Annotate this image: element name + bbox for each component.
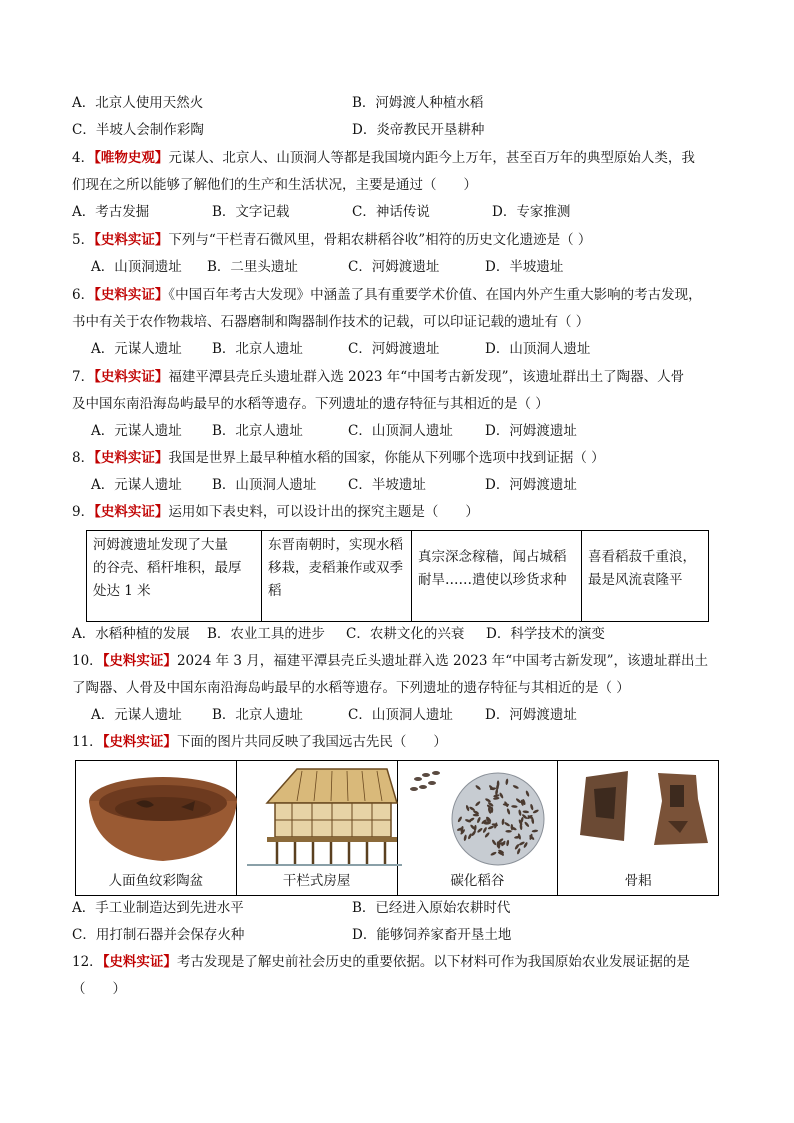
q11-tag: 【史料实证】 — [102, 734, 177, 750]
q11-image-pottery-basin — [76, 761, 237, 895]
q6-option-c: C．河姆渡遗址 — [348, 341, 440, 357]
q11-image-bone-spade — [558, 761, 718, 895]
q9-number: 9． — [72, 504, 95, 520]
q7-option-d: D．河姆渡遗址 — [485, 423, 577, 439]
q9-stem — [72, 501, 479, 523]
q9-cell-1-line1: 河姆渡遗址发现了大量 — [93, 537, 228, 553]
q6-stem-line1 — [72, 284, 702, 306]
q11-option-c: C．用打制石器并会保存火种 — [72, 927, 245, 943]
q9-cell-2-line3: 稻 — [268, 583, 282, 599]
q9-material-table — [86, 530, 709, 622]
q8-stem — [72, 447, 605, 469]
q11-image-row — [75, 760, 719, 896]
q6-option-a: A．元谋人遗址 — [91, 341, 182, 357]
q10-number: 10． — [72, 653, 103, 669]
q9-cell-3 — [412, 531, 582, 622]
q9-option-d: D．科学技术的演变 — [486, 626, 605, 642]
q11-text: 下面的图片共同反映了我国远古先民（ ） — [176, 734, 447, 750]
q10-option-c: C．山顶洞人遗址 — [348, 707, 453, 723]
q6-tag: 【史料实证】 — [94, 287, 169, 303]
q10-option-a: A．元谋人遗址 — [91, 707, 182, 723]
q9-cell-3-line1: 真宗深念稼穑，闻占城稻 — [418, 549, 567, 565]
q11-number: 11． — [72, 734, 103, 750]
q10-text: 2024 年 3 月，福建平潭县壳丘头遗址群入选 2023 年“中国考古新发现”，该遗址群出土 — [176, 653, 708, 669]
q7-tag: 【史料实证】 — [94, 369, 169, 385]
q12-tag: 【史料实证】 — [102, 954, 177, 970]
q12-stem-line2: （ ） — [72, 981, 126, 997]
q4-stem-line1 — [72, 147, 695, 169]
q5-option-c: C．河姆渡遗址 — [348, 259, 440, 275]
q12-stem-line1 — [72, 951, 690, 973]
q11-stem — [72, 731, 447, 753]
q7-option-b: B．北京人遗址 — [212, 423, 303, 439]
q9-cell-4-line1: 喜看稻菽千重浪， — [588, 549, 696, 565]
q9-option-c: C．农耕文化的兴衰 — [346, 626, 465, 642]
rice-grain-icon — [496, 780, 499, 786]
q7-stem-line1 — [72, 366, 684, 388]
q5-number: 5． — [72, 232, 95, 248]
q7-text: 福建平潭县壳丘头遗址群入选 2023 年“中国考古新发现”，该遗址群出土了陶器、人骨 — [168, 369, 685, 385]
q7-option-c: C．山顶洞人遗址 — [348, 423, 453, 439]
q4-number: 4． — [72, 150, 95, 166]
q5-option-d: D．半坡遗址 — [485, 259, 564, 275]
q4-option-a: A．考古发掘 — [72, 204, 150, 220]
q9-cell-2-line2: 移栽，麦稻兼作或双季 — [268, 560, 403, 576]
q9-text: 运用如下表史料，可以设计出的探究主题是（ ） — [168, 504, 479, 520]
q8-tag: 【史料实证】 — [94, 450, 169, 466]
q12-text: 考古发现是了解史前社会历史的重要依据。以下材料可作为我国原始农业发展证据的是 — [176, 954, 690, 970]
q4-text: 元谋人、北京人、山顶洞人等都是我国境内距今上万年，甚至百万年的典型原始人类，我 — [168, 150, 695, 166]
q10-tag: 【史料实证】 — [102, 653, 177, 669]
q4-stem-line2: 们现在之所以能够了解他们的生产和生活状况，主要是通过（ ） — [72, 177, 477, 193]
q9-cell-2 — [262, 531, 412, 622]
q8-option-a: A．元谋人遗址 — [91, 477, 182, 493]
q3-option-d: D．炎帝教民开垦耕种 — [352, 122, 485, 138]
q5-option-a: A．山顶洞遗址 — [91, 259, 182, 275]
q9-cell-4 — [582, 531, 709, 622]
q3-option-a: A．北京人使用天然火 — [72, 95, 204, 111]
q4-option-b: B．文字记载 — [212, 204, 290, 220]
q5-option-b: B．二里头遗址 — [207, 259, 298, 275]
q9-tag: 【史料实证】 — [94, 504, 169, 520]
q5-stem — [72, 229, 591, 251]
q11-image-stilt-house — [237, 761, 398, 895]
q8-option-b: B．山顶洞人遗址 — [212, 477, 317, 493]
q8-option-c: C．半坡遗址 — [348, 477, 426, 493]
q8-number: 8． — [72, 450, 95, 466]
q11-caption-stilt-house: 干栏式房屋 — [282, 873, 351, 889]
q9-cell-4-line2: 最是风流袁隆平 — [588, 572, 683, 588]
q5-text: 下列与“干栏青石微风里，骨耜农耕稻谷收”相符的历史文化遗迹是（ ） — [168, 232, 592, 248]
q8-text: 我国是世界上最早种植水稻的国家，你能从下列哪个选项中找到证据（ ） — [168, 450, 605, 466]
q10-option-d: D．河姆渡遗址 — [485, 707, 577, 723]
q9-cell-1-line3: 处达 1 米 — [93, 583, 151, 599]
q9-cell-1-line2: 的谷壳、稻杆堆积，最厚 — [93, 560, 242, 576]
q6-option-b: B．北京人遗址 — [212, 341, 303, 357]
q6-stem-line2: 书中有关于农作物栽培、石器磨制和陶器制作技术的记载，可以印证记载的遗址有（ ） — [72, 314, 590, 330]
q4-option-c: C．神话传说 — [352, 204, 430, 220]
q10-stem-line2: 了陶器、人骨及中国东南沿海岛屿最早的水稻等遗存。下列遗址的遗存特征与其相近的是（ ） — [72, 680, 630, 696]
q11-caption-bone-spade: 骨耜 — [624, 873, 652, 889]
q6-number: 6． — [72, 287, 95, 303]
q4-option-d: D．专家推测 — [492, 204, 571, 220]
q4-tag: 【唯物史观】 — [94, 150, 169, 166]
q5-tag: 【史料实证】 — [94, 232, 169, 248]
q7-option-a: A．元谋人遗址 — [91, 423, 182, 439]
q11-option-b: B．已经进入原始农耕时代 — [352, 900, 511, 916]
q9-cell-1 — [87, 531, 262, 622]
q7-stem-line2: 及中国东南沿海岛屿最早的水稻等遗存。下列遗址的遗存特征与其相近的是（ ） — [72, 396, 549, 412]
q11-option-a: A．手工业制造达到先进水平 — [72, 900, 244, 916]
q3-option-b: B．河姆渡人种植水稻 — [352, 95, 484, 111]
q9-cell-3-line2: 耐旱……遣使以珍货求种 — [418, 572, 567, 588]
q6-option-d: D．山顶洞人遗址 — [485, 341, 591, 357]
q9-cell-2-line1: 东晋南朝时，实现水稻 — [268, 537, 403, 553]
q8-option-d: D．河姆渡遗址 — [485, 477, 577, 493]
q3-option-c: C．半坡人会制作彩陶 — [72, 122, 204, 138]
q11-image-carbonized-rice — [398, 761, 559, 895]
q9-option-b: B．农业工具的进步 — [207, 626, 325, 642]
q11-option-d: D．能够饲养家畜开垦土地 — [352, 927, 512, 943]
q10-option-b: B．北京人遗址 — [212, 707, 303, 723]
rice-grain-icon — [505, 830, 511, 833]
q9-option-a: A．水稻种植的发展 — [72, 626, 190, 642]
q6-text: 《中国百年考古大发现》中涵盖了具有重要学术价值、在国内外产生重大影响的考古发现， — [168, 287, 702, 303]
q10-stem-line1 — [72, 650, 708, 672]
q11-caption-pottery: 人面鱼纹彩陶盆 — [108, 873, 204, 889]
q11-caption-rice: 碳化稻谷 — [450, 873, 505, 889]
q12-number: 12． — [72, 954, 103, 970]
q7-number: 7． — [72, 369, 95, 385]
